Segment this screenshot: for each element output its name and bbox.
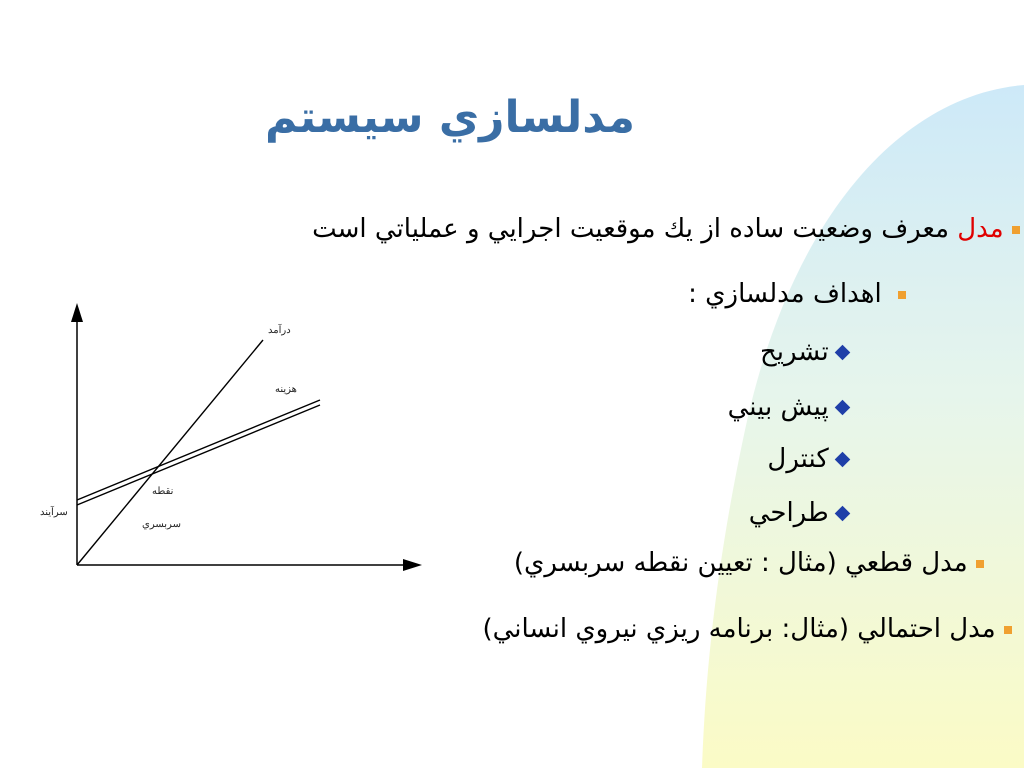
label-income: درآمد <box>268 325 291 336</box>
label-output: سرآيند <box>40 507 68 518</box>
probabilistic-model-text: مدل احتمالي (مثال: برنامه ريزي نيروي انساني) <box>482 614 996 644</box>
y-axis-arrow-icon <box>71 303 83 322</box>
goal-item-label: پيش بيني <box>727 392 829 422</box>
goal-item-label: تشريح <box>759 337 829 367</box>
cost-line-parallel <box>77 405 320 505</box>
x-axis-arrow-icon <box>403 559 422 571</box>
revenue-line <box>77 340 263 565</box>
goal-item-label: طراحي <box>748 498 829 528</box>
goal-item-label: كنترل <box>767 444 829 474</box>
cost-line <box>77 400 320 500</box>
deterministic-model-text: مدل قطعي (مثال : تعيين نقطه سربسري) <box>513 548 968 578</box>
label-breakeven: سربسري <box>142 519 181 530</box>
model-definition-text: معرف وضعيت ساده از يك موقعيت اجرايي و عملياتي است <box>312 214 949 244</box>
slide-title: مدلسازي سيستم <box>265 92 635 143</box>
label-cost: هزينه <box>275 384 297 395</box>
modeling-goals-text: اهداف مدلسازي : <box>688 279 882 309</box>
model-keyword: مدل <box>957 214 1004 244</box>
label-point: نقطه <box>152 486 174 497</box>
